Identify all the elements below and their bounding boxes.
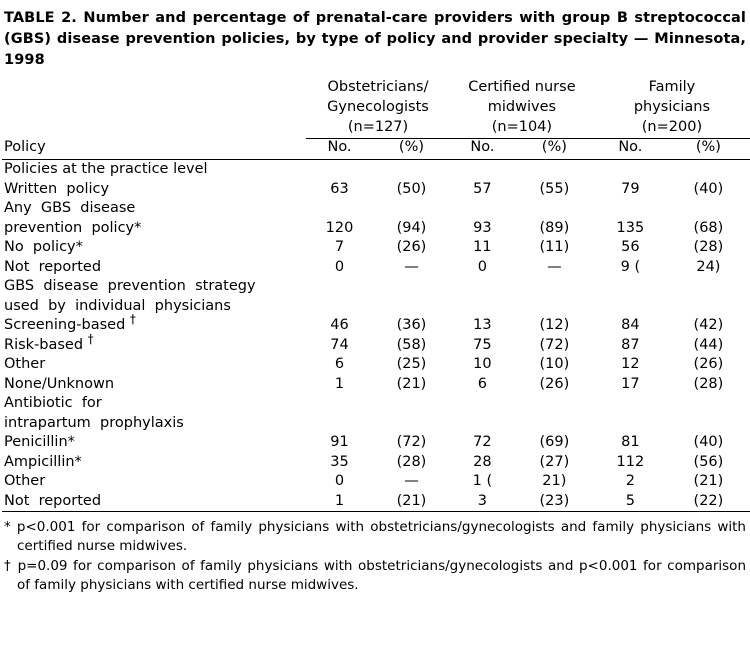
cell-midwives-no: 13 xyxy=(473,317,492,333)
cell-midwives-no xyxy=(450,394,515,414)
cell-family-pct: (28) xyxy=(693,375,724,392)
cell-family-pct xyxy=(667,199,750,219)
cell-family-no xyxy=(594,160,667,180)
row-label: Other xyxy=(4,473,46,489)
cell-obgyn-no: 120 xyxy=(325,219,354,236)
cell-obgyn-no xyxy=(306,297,373,317)
cell-family-no: 135 xyxy=(616,219,645,236)
cell-obgyn-no xyxy=(306,160,373,180)
cell-obgyn-pct: (94) xyxy=(396,219,427,236)
table-row xyxy=(2,258,750,278)
table-caption-text: Number and percentage of prenatal-care providers with group B streptococcal (GBS) disease prevention policies, by type of policy and provider specialty — Minnesota, 1998 xyxy=(4,10,746,68)
group-header-row-1 xyxy=(2,78,750,98)
group-header-midwives-n: (n=104) xyxy=(450,118,594,139)
row-label: Not reported xyxy=(4,492,102,509)
cell-family-no: 5 xyxy=(625,492,635,509)
row-label: Any GBS disease xyxy=(4,200,136,216)
cell-obgyn-no: 1 xyxy=(334,492,345,509)
cell-obgyn-no xyxy=(306,199,373,219)
row-label: Screening-based † xyxy=(4,312,136,333)
table-row xyxy=(2,199,750,219)
cell-midwives-no: 72 xyxy=(473,434,492,450)
cell-family-pct: (44) xyxy=(693,336,724,353)
row-label: Policies at the practice level xyxy=(4,161,208,177)
cell-family-pct: (26) xyxy=(693,356,724,372)
cell-family-no: 81 xyxy=(621,434,640,450)
cell-midwives-no: 28 xyxy=(473,453,492,470)
row-label: Ampicillin* xyxy=(4,453,82,470)
cell-midwives-pct: (72) xyxy=(539,336,570,353)
column-header-midwives-pct: (%) xyxy=(541,139,567,155)
cell-midwives-pct xyxy=(515,414,594,434)
cell-family-no: 17 xyxy=(621,375,640,392)
cell-family-no xyxy=(594,277,667,297)
row-label: None/Unknown xyxy=(4,375,115,392)
cell-obgyn-pct xyxy=(373,394,450,414)
column-header-obgyn-pct: (%) xyxy=(398,139,424,155)
cell-midwives-pct: (11) xyxy=(539,239,570,255)
column-header-midwives-no: No. xyxy=(470,139,495,155)
table-row xyxy=(2,375,750,395)
cell-family-pct xyxy=(667,414,750,434)
cell-midwives-pct: — xyxy=(547,258,562,275)
cell-obgyn-no xyxy=(306,394,373,414)
cell-family-no: 112 xyxy=(616,453,645,470)
table-row xyxy=(2,160,750,180)
cell-obgyn-no: 35 xyxy=(330,453,349,470)
cell-family-no xyxy=(594,394,667,414)
row-label: No policy* xyxy=(4,239,83,255)
data-table xyxy=(2,78,750,514)
cell-family-pct xyxy=(667,277,750,297)
cell-midwives-no: 93 xyxy=(473,219,492,236)
row-label: prevention policy* xyxy=(4,219,142,236)
cell-obgyn-no: 6 xyxy=(334,356,345,372)
cell-obgyn-pct: — xyxy=(404,258,419,275)
cell-family-pct: (28) xyxy=(693,239,724,255)
table-row xyxy=(2,394,750,414)
cell-midwives-pct xyxy=(515,199,594,219)
table-row xyxy=(2,316,750,336)
column-header-policy: Policy xyxy=(4,139,46,155)
cell-family-pct: (21) xyxy=(693,473,724,489)
cell-obgyn-no xyxy=(306,414,373,434)
column-header-row xyxy=(2,139,750,158)
cell-obgyn-pct xyxy=(373,414,450,434)
table-row xyxy=(2,472,750,492)
cell-family-no xyxy=(594,414,667,434)
cell-family-no: 12 xyxy=(621,356,640,372)
cell-midwives-no: 57 xyxy=(473,180,492,197)
footnote-dagger: † p=0.09 for comparison of family physicians with obstetricians/gynecologists and p<0.001 for comparison of family physicians with certified nurse midwives. xyxy=(4,558,746,593)
cell-family-pct: (40) xyxy=(693,180,724,197)
group-header-row-2 xyxy=(2,98,750,118)
row-label: Other xyxy=(4,356,46,372)
group-header-row-3 xyxy=(2,118,750,139)
cell-midwives-pct xyxy=(515,394,594,414)
cell-midwives-pct: (27) xyxy=(539,453,570,470)
column-header-family-pct: (%) xyxy=(695,139,721,155)
cell-obgyn-no: 74 xyxy=(330,336,349,353)
cell-family-no: 79 xyxy=(621,180,640,197)
cell-family-pct xyxy=(667,394,750,414)
row-label: Risk-based † xyxy=(4,331,94,353)
group-header-obgyn-line2: Gynecologists xyxy=(327,99,429,115)
cell-midwives-pct: (10) xyxy=(539,356,570,372)
cell-midwives-pct: (12) xyxy=(539,317,570,333)
table-body xyxy=(2,160,750,512)
cell-obgyn-no: 0 xyxy=(334,473,345,489)
table-caption xyxy=(2,6,748,71)
column-header-family-no: No. xyxy=(618,139,643,155)
table-row xyxy=(2,277,750,297)
cell-midwives-no: 1 ( xyxy=(472,473,493,489)
table-row xyxy=(2,492,750,512)
cell-midwives-no: 11 xyxy=(473,239,492,255)
table-row xyxy=(2,180,750,200)
cell-family-no xyxy=(594,297,667,317)
table-head xyxy=(2,78,750,160)
table-row xyxy=(2,355,750,375)
table-caption-label: TABLE 2. xyxy=(4,10,77,26)
group-header-midwives-line2: midwives xyxy=(487,99,557,115)
cell-midwives-pct: (23) xyxy=(539,492,570,509)
cell-family-pct: (68) xyxy=(693,219,724,236)
cell-obgyn-no: 1 xyxy=(334,375,345,392)
cell-family-no: 87 xyxy=(621,336,640,353)
cell-obgyn-pct: (21) xyxy=(396,492,427,509)
cell-midwives-pct: 21) xyxy=(542,473,567,489)
row-label: used by individual physicians xyxy=(4,297,231,314)
cell-obgyn-no: 0 xyxy=(334,258,345,275)
cell-obgyn-no xyxy=(306,277,373,297)
cell-midwives-pct xyxy=(515,160,594,180)
cell-midwives-pct: (26) xyxy=(539,375,570,392)
cell-midwives-pct xyxy=(515,297,594,317)
cell-obgyn-pct xyxy=(373,277,450,297)
cell-family-pct: (56) xyxy=(693,453,724,470)
table-row xyxy=(2,297,750,317)
cell-family-no xyxy=(594,199,667,219)
cell-obgyn-pct: (28) xyxy=(396,453,427,470)
cell-midwives-no xyxy=(450,160,515,180)
cell-obgyn-pct: (50) xyxy=(396,180,427,197)
cell-family-no: 9 ( xyxy=(620,258,641,275)
cell-family-pct xyxy=(667,297,750,317)
cell-midwives-no xyxy=(450,297,515,317)
cell-obgyn-pct: (25) xyxy=(396,356,427,372)
footnotes xyxy=(2,514,748,595)
table-row xyxy=(2,414,750,434)
row-label: Written policy xyxy=(4,180,110,197)
cell-midwives-no xyxy=(450,277,515,297)
table-row xyxy=(2,433,750,453)
cell-midwives-no: 10 xyxy=(473,356,492,372)
cell-family-no: 56 xyxy=(621,239,640,255)
group-header-obgyn-n: (n=127) xyxy=(306,118,450,139)
cell-midwives-no xyxy=(450,199,515,219)
cell-midwives-pct: (89) xyxy=(539,219,570,236)
cell-family-pct: (40) xyxy=(693,434,724,450)
row-label: GBS disease prevention strategy xyxy=(4,278,256,294)
cell-obgyn-no: 7 xyxy=(334,239,345,255)
cell-obgyn-pct: (72) xyxy=(396,434,427,450)
table-row xyxy=(2,336,750,356)
group-header-family-n: (n=200) xyxy=(594,118,750,139)
cell-midwives-pct: (69) xyxy=(539,434,570,450)
group-header-family-line2: physicians xyxy=(633,99,711,115)
row-label: Not reported xyxy=(4,258,102,275)
cell-family-pct: (22) xyxy=(693,492,724,509)
group-header-family-line1: Family xyxy=(648,79,696,95)
cell-obgyn-pct: (36) xyxy=(396,317,427,333)
cell-obgyn-no: 63 xyxy=(330,180,349,197)
cell-midwives-no: 3 xyxy=(477,492,488,509)
cell-midwives-pct xyxy=(515,277,594,297)
cell-family-pct: (42) xyxy=(693,317,724,333)
cell-obgyn-pct: (21) xyxy=(396,375,427,392)
table-row xyxy=(2,219,750,239)
cell-family-pct: 24) xyxy=(696,258,721,275)
cell-obgyn-pct: (58) xyxy=(396,336,427,353)
cell-midwives-no: 0 xyxy=(477,258,488,275)
cell-obgyn-pct xyxy=(373,160,450,180)
cell-obgyn-pct xyxy=(373,297,450,317)
cell-family-no: 2 xyxy=(625,473,635,489)
cell-obgyn-pct xyxy=(373,199,450,219)
row-label: Antibiotic for xyxy=(4,395,102,411)
row-label: Penicillin* xyxy=(4,434,75,450)
column-header-obgyn-no: No. xyxy=(327,139,352,155)
cell-midwives-no xyxy=(450,414,515,434)
cell-midwives-no: 6 xyxy=(477,375,488,392)
cell-obgyn-pct: (26) xyxy=(396,239,427,255)
cell-family-no: 84 xyxy=(621,317,640,333)
cell-obgyn-no: 91 xyxy=(330,434,349,450)
footnote-asterisk: * p<0.001 for comparison of family physicians with obstetricians/gynecologists and family physicians with certified nurse midwives. xyxy=(4,519,746,554)
row-label: intrapartum prophylaxis xyxy=(4,414,184,431)
table-row xyxy=(2,238,750,258)
table-row xyxy=(2,453,750,473)
cell-obgyn-no: 46 xyxy=(330,317,349,333)
cell-family-pct xyxy=(667,160,750,180)
cell-midwives-no: 75 xyxy=(473,336,492,353)
cell-midwives-pct: (55) xyxy=(539,180,570,197)
group-header-obgyn-line1: Obstetricians/ xyxy=(327,79,429,95)
group-header-midwives-line1: Certified nurse xyxy=(468,79,576,95)
cell-obgyn-pct: — xyxy=(404,473,419,489)
